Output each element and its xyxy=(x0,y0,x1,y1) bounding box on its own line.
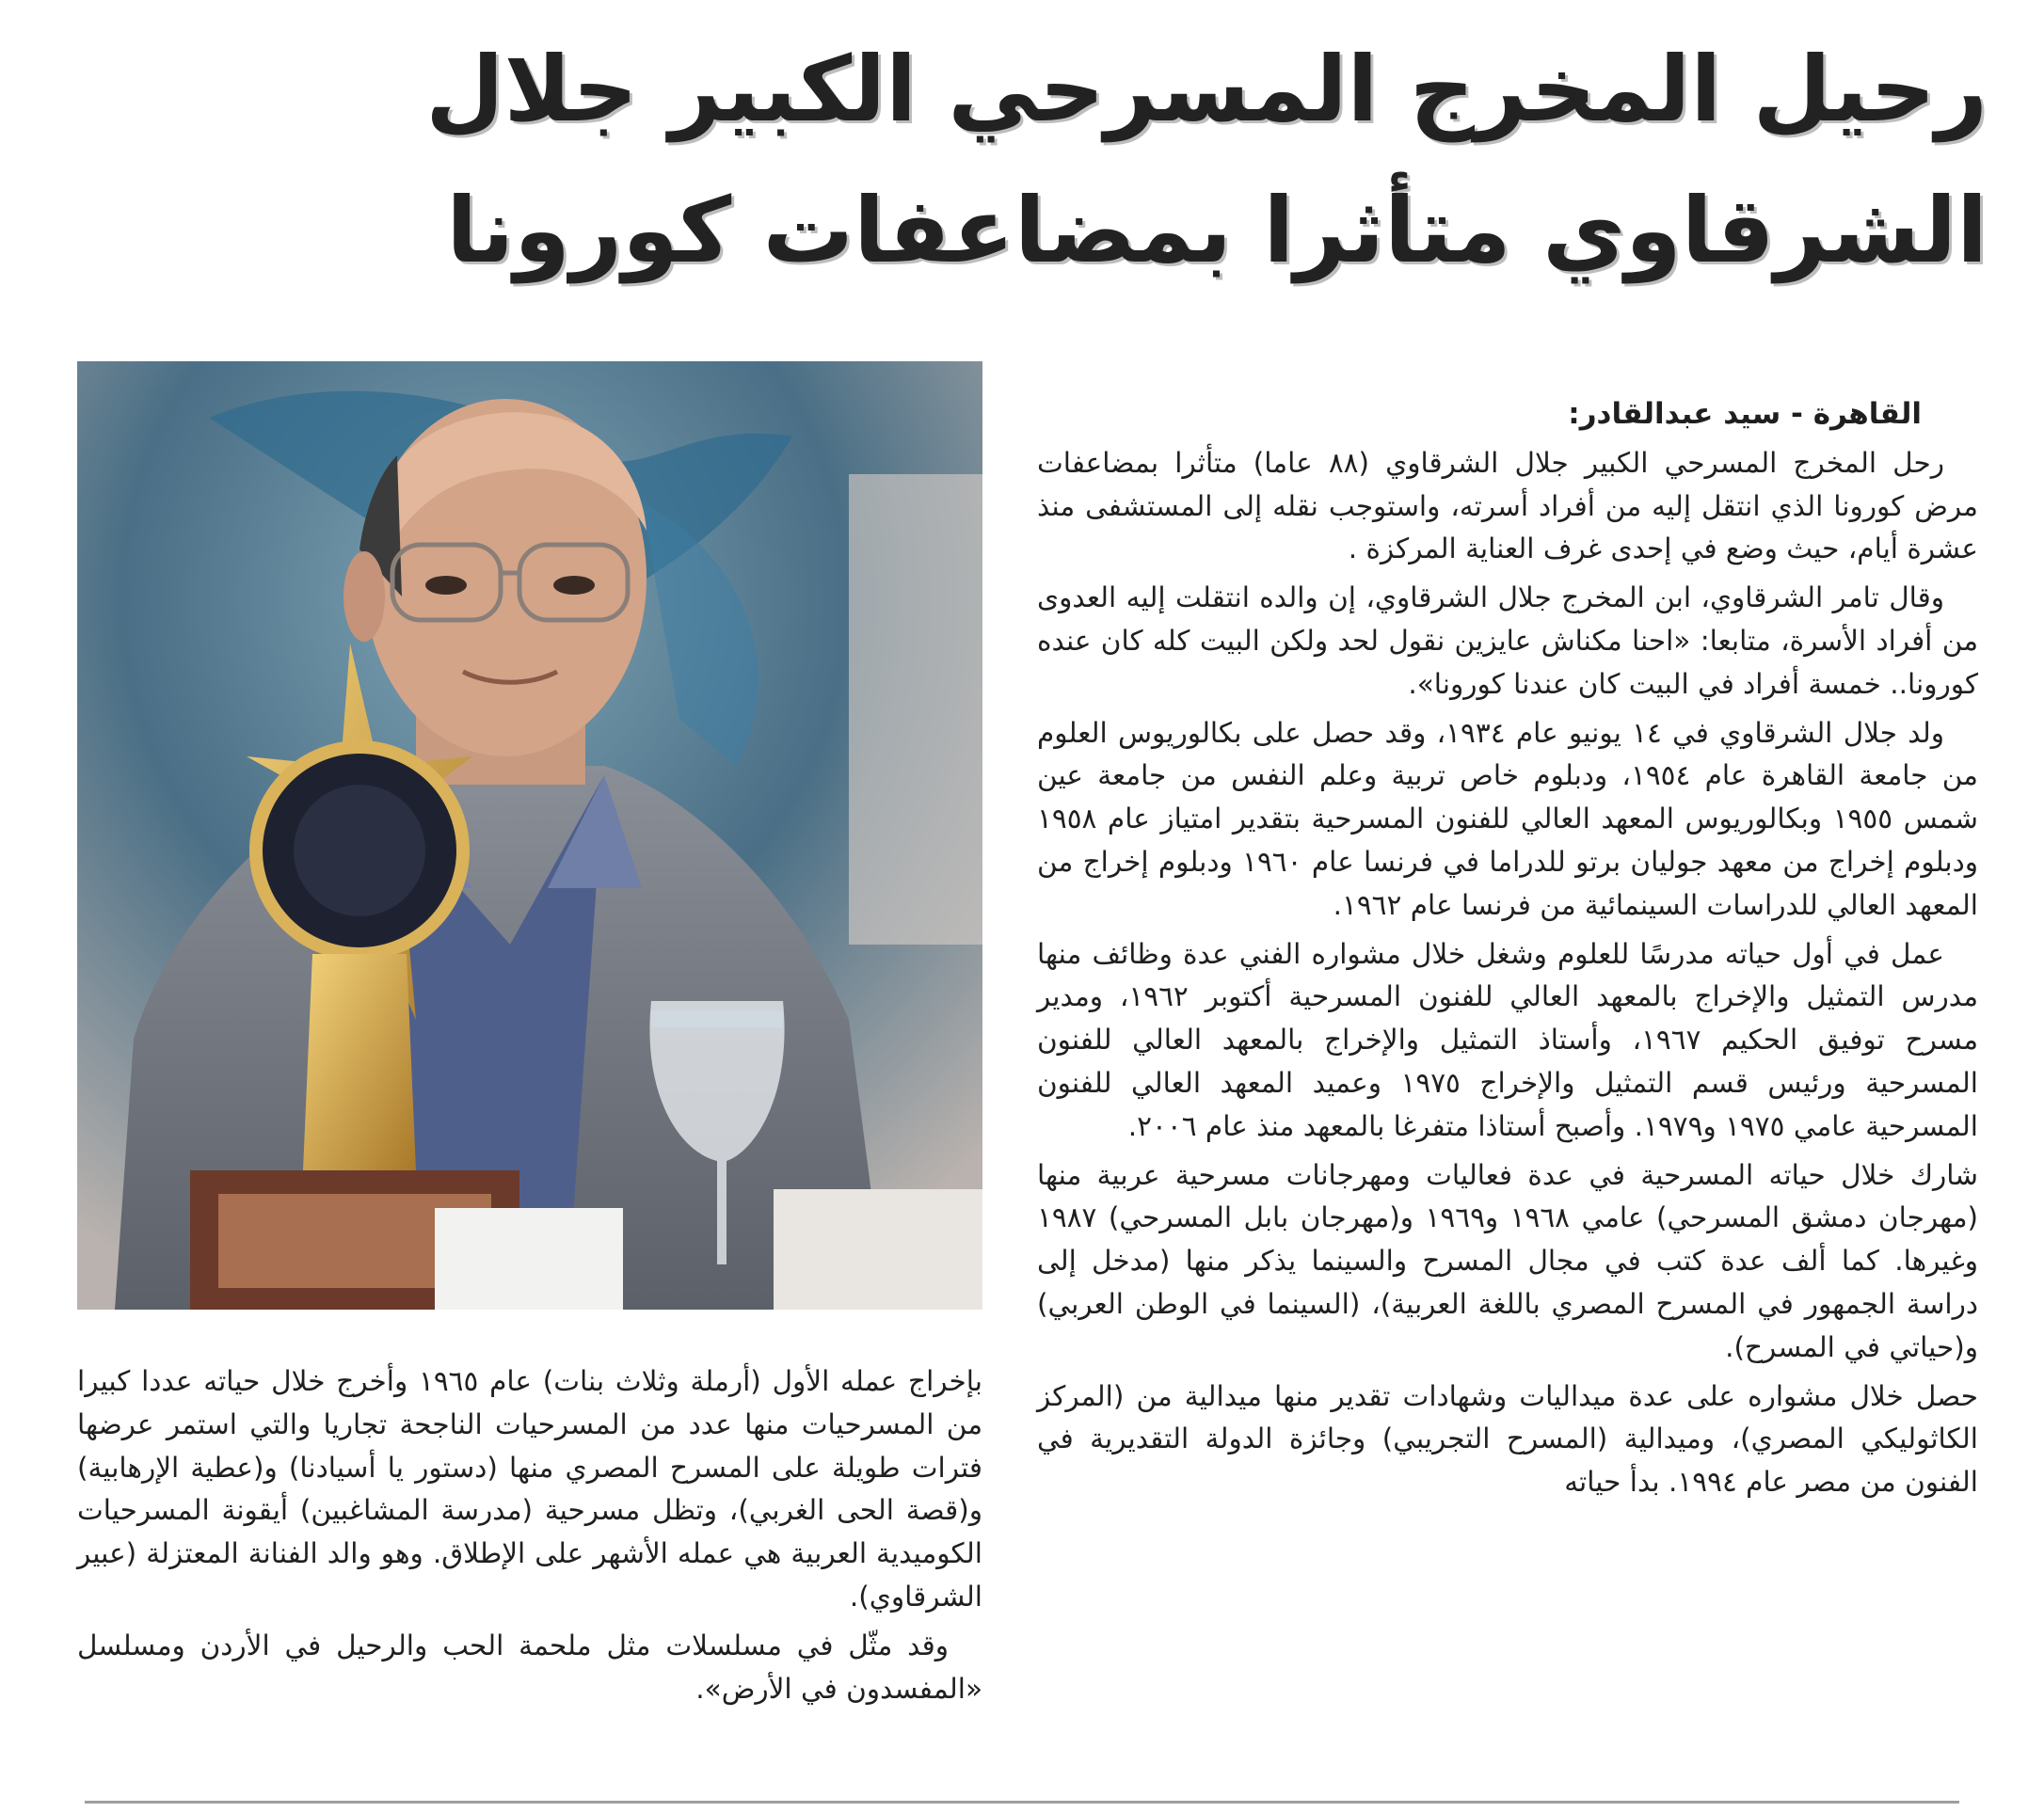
paragraph: بإخراج عمله الأول (أرملة وثلاث بنات) عام ١٩٦٥ وأخرج خلال حياته عددا كبيرا من المسرحيات منها عدد من المسرحيات الناجحة تجاريا والتي استمر عرضها فترات طويلة على المسرح المصري منها (دستور يا أسيادنا) و(عطية الإرهابية) و(قصة الحى الغربي)، وتظل مسرحية (مدرسة المشاغبين) أيقونة المسرحيات الكوميدية العربية هي عمله الأشهر على الإطلاق. وهو والد الفنانة المعتزلة (عبير الشرقاوي). xyxy=(77,1365,982,1613)
paragraph: حصل خلال مشواره على عدة ميداليات وشهادات تقدير منها ميدالية من (المركز الكاثوليكي المصري)، وميدالية (المسرح التجريبي) وجائزة الدولة التقديرية في الفنون من مصر عام ١٩٩٤. بدأ حياته xyxy=(1037,1379,1978,1499)
paragraph: عمل في أول حياته مدرسًا للعلوم وشغل خلال مشواره الفني عدة وظائف منها مدرس التمثيل والإخراج بالمعهد العالي للفنون المسرحية أكتوبر ١٩٦٢، ومدير مسرح توفيق الحكيم ١٩٦٧، وأستاذ التمثيل والإخراج بالمعهد العالي للفنون المسرحية ورئيس قسم التمثيل والإخراج ١٩٧٥ وعميد المعهد العالي للفنون المسرحية عامي ١٩٧٥ و١٩٧٩. وأصبح أستاذا متفرغا بالمعهد منذ عام ٢٠٠٦. xyxy=(1037,937,1978,1142)
paragraph: وقال تامر الشرقاوي، ابن المخرج جلال الشرقاوي، إن والده انتقلت إليه العدوى من أفراد الأسرة، متابعا: «احنا مكناش عايزين نقول لحد ولكن البيت كله كان عنده كورونا.. خمسة أفراد في البيت كان عندنا كورونا». xyxy=(1037,581,1978,700)
article-body-right-column xyxy=(1037,393,1978,1510)
article-body-left-column xyxy=(77,1360,982,1716)
paragraph: ولد جلال الشرقاوي في ١٤ يونيو عام ١٩٣٤، وقد حصل على بكالوريوس العلوم من جامعة القاهرة عام ١٩٥٤، ودبلوم خاص تربية وعلم النفس من جامعة عين شمس ١٩٥٥ وبكالوريوس المعهد العالي للفنون المسرحية بتقدير امتياز عام ١٩٥٨ ودبلوم إخراج من معهد جوليان برتو للدراما في فرنسا عام ١٩٦٠ ودبلوم إخراج من المعهد العالي للدراسات السينمائية من فرنسا عام ١٩٦٢. xyxy=(1037,716,1979,921)
paragraph: شارك خلال حياته المسرحية في عدة فعاليات ومهرجانات مسرحية عربية منها (مهرجان دمشق المسرحي) عامي ١٩٦٨ و١٩٦٩ و(مهرجان بابل المسرحي) ١٩٨٧ وغيرها. كما ألف عدة كتب في مجال المسرح والسينما يذكر منها (مدخل إلى دراسة الجمهور في المسرح المصري باللغة العربية)، (السينما في الوطن العربي) و(حياتي في المسرح). xyxy=(1037,1158,1978,1363)
byline: القاهرة - سيد عبدالقادر: xyxy=(1568,397,1922,431)
headline-line-1: رحيل المخرج المسرحي الكبير جلال xyxy=(425,37,1988,142)
bottom-divider xyxy=(85,1801,1959,1804)
portrait-illustration xyxy=(77,361,982,1310)
paragraph: وقد مثّل في مسلسلات مثل ملحمة الحب والرحيل في الأردن ومسلسل «المفسدون في الأرض». xyxy=(77,1629,982,1705)
article-headline xyxy=(56,19,1988,301)
paragraph: رحل المخرج المسرحي الكبير جلال الشرقاوي (٨٨ عاما) متأثرا بمضاعفات مرض كورونا الذي انتقل إليه من أفراد أسرته، واستوجب نقله إلى المستشفى منذ عشرة أيام، حيث وضع في إحدى غرف العناية المركزة . xyxy=(1037,446,1978,565)
article-photo xyxy=(77,361,982,1310)
headline-line-2: الشرقاوي متأثرا بمضاعفات كورونا xyxy=(446,178,1988,283)
